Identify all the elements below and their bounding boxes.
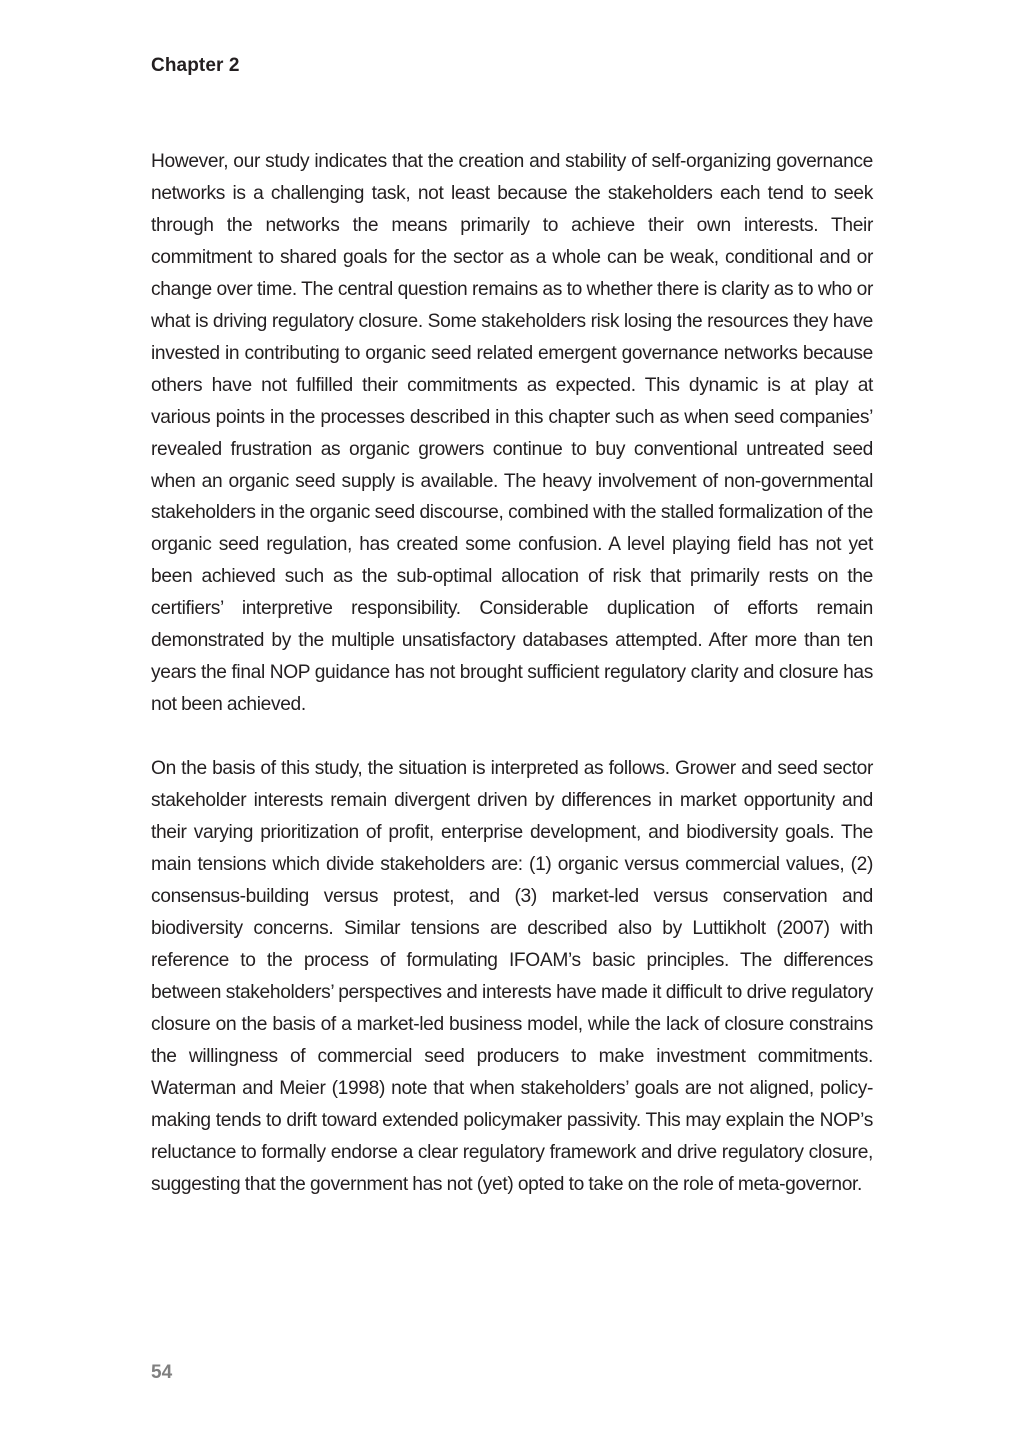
paragraph: However, our study indicates that the creation and stability of self-organizing governance networks is a challenging task, not least because the stakeholders each tend to seek through the networks the means primarily to achieve their own interests. Their commitment to shared goals for the sector as a whole can be weak, conditional and or change over time. The central question remains as to whether there is clarity as to who or what is driving regulatory closure. Some stakeholders risk losing the resources they have invested in contributing to organic seed related emergent governance networks because others have not fulfilled their commitments as expected. This dynamic is at play at various points in the processes described in this chapter such as when seed companies’ revealed frustration as organic growers continue to buy conventional untreated seed when an organic seed supply is available. The heavy involvement of non-governmental stakeholders in the organic seed discourse, combined with the stalled formalization of the organic seed regulation, has created some confusion. A level playing field has not yet been achieved such as the sub-optimal allocation of risk that primarily rests on the certifiers’ interpretive responsibility. Considerable duplication of efforts remain demonstrated by the multiple unsatisfactory databases attempted. After more than ten years the final NOP guidance has not brought sufficient regulatory clarity and closure has not been achieved.: [151, 151, 873, 716]
running-head-chapter: Chapter 2: [151, 55, 240, 76]
page-number: 54: [151, 1362, 173, 1383]
paragraph: On the basis of this study, the situation is interpreted as follows. Grower and seed sector stakeholder interests remain divergent driven by differences in market opportunity and their varying prioritization of profit, enterprise development, and biodiversity goals. The main tensions which divide stakeholders are: (1) organic versus commercial values, (2) consensus-building versus protest, and (3) market-led versus conservation and biodiversity concerns. Similar tensions are described also by Luttikholt (2007) with reference to the process of formulating IFOAM’s basic principles. The differences between stakeholders’ perspectives and interests have made it difficult to drive regulatory closure on the basis of a market-led business model, while the lack of closure constrains the willingness of commercial seed producers to make investment commitments. Waterman and Meier (1998) note that when stakeholders’ goals are not aligned, policy-making tends to drift toward extended policymaker passivity. This may explain the NOP’s reluctance to formally endorse a clear regulatory framework and drive regulatory closure, suggesting that the government has not (yet) opted to take on the role of meta-governor.: [151, 758, 873, 1195]
body-text: [151, 146, 873, 1201]
